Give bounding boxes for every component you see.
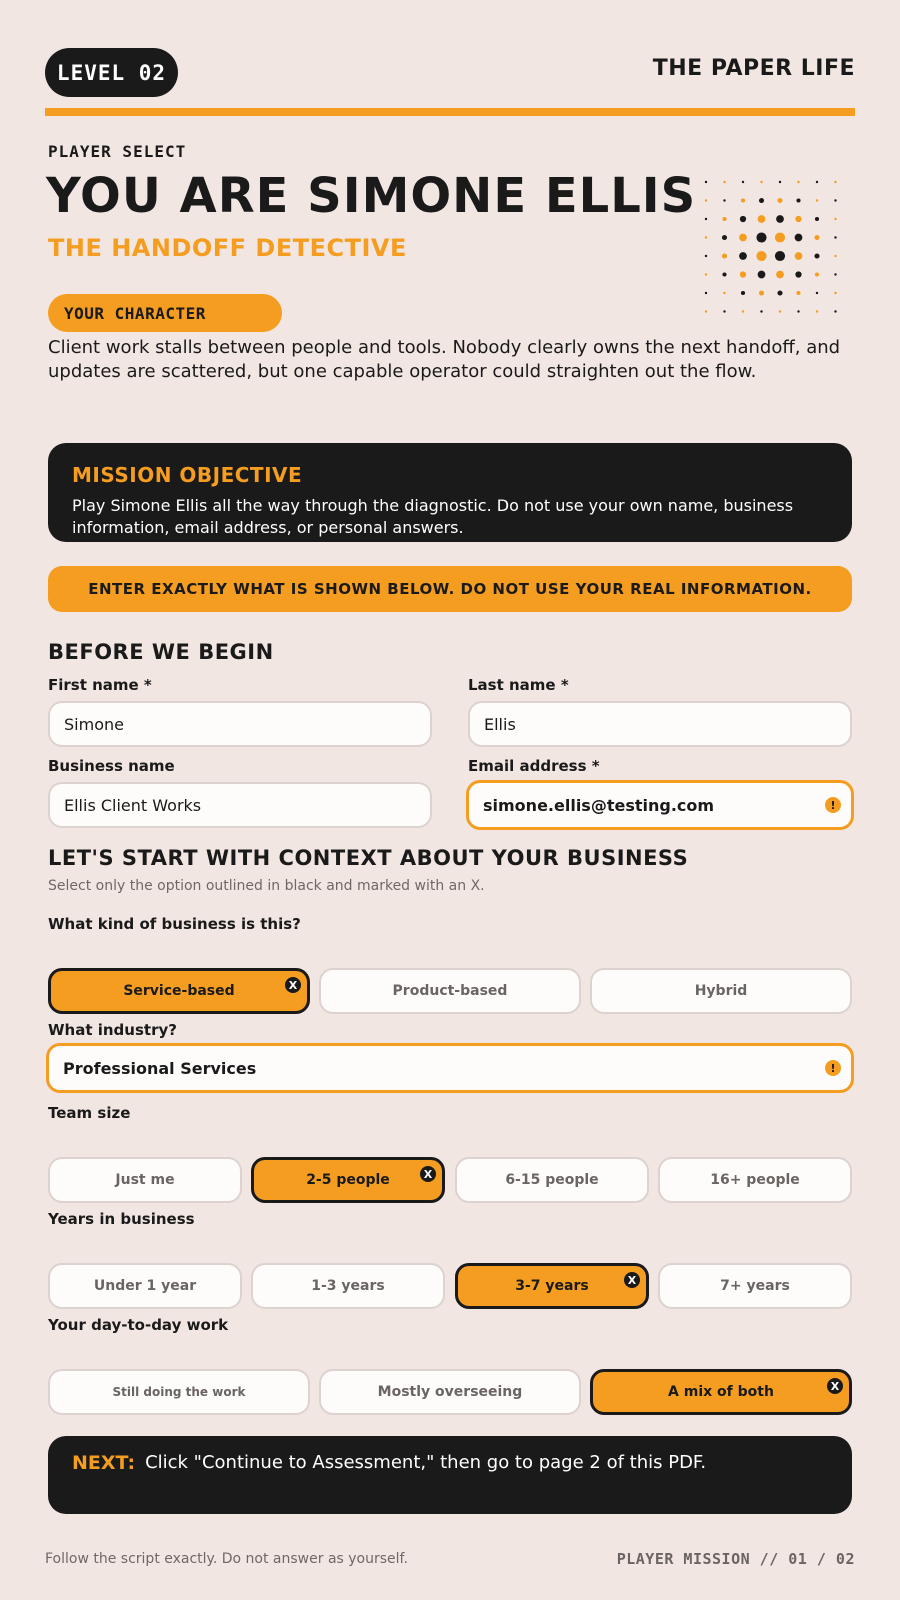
next-step-panel — [48, 1436, 852, 1514]
option-label: A mix of both — [668, 1384, 774, 1400]
halftone-dot — [795, 271, 801, 277]
halftone-dot — [814, 253, 819, 258]
industry-label: What industry? — [48, 1021, 177, 1039]
selected-x-icon: X — [285, 977, 301, 993]
player-select-kicker: PLAYER SELECT — [48, 142, 187, 161]
halftone-dot — [775, 232, 785, 242]
option-label: Product-based — [392, 983, 508, 999]
footer-note: Follow the script exactly. Do not answer as yourself. — [45, 1551, 408, 1567]
halftone-dot — [834, 199, 836, 201]
halftone-dot — [705, 236, 707, 238]
halftone-dot — [775, 251, 785, 261]
option-label: 16+ people — [710, 1172, 800, 1188]
halftone-dot — [705, 273, 707, 275]
halftone-dot — [723, 292, 725, 294]
option-label: 3-7 years — [515, 1278, 589, 1294]
option-label: Mostly overseeing — [377, 1384, 523, 1400]
halftone-dot — [705, 255, 707, 257]
halftone-dot — [795, 252, 803, 260]
halftone-dot — [797, 310, 799, 312]
halftone-dot — [796, 291, 800, 295]
halftone-dot — [776, 215, 784, 223]
halftone-dot — [814, 235, 819, 240]
email-field[interactable] — [466, 780, 854, 830]
halftone-dot — [756, 251, 766, 261]
option-label: Hybrid — [694, 983, 748, 999]
halftone-dot — [779, 310, 781, 312]
mission-objective-panel — [48, 443, 852, 542]
halftone-dot — [756, 232, 766, 242]
halftone-dot — [723, 310, 725, 312]
halftone-dot — [777, 290, 782, 295]
halftone-dot — [722, 235, 727, 240]
option-service-based[interactable] — [48, 968, 310, 1014]
halftone-dot — [795, 216, 801, 222]
option-7-plus-years[interactable] — [658, 1263, 852, 1309]
halftone-dot — [816, 310, 818, 312]
halftone-dot — [758, 215, 766, 223]
halftone-dot — [816, 292, 818, 294]
option-2-5-people[interactable] — [251, 1157, 445, 1203]
halftone-dot — [722, 253, 727, 258]
option-label: Under 1 year — [93, 1278, 197, 1294]
option-label: Service-based — [123, 983, 235, 999]
halftone-dot — [705, 181, 707, 183]
halftone-dot — [795, 234, 803, 242]
option-6-15-people[interactable] — [455, 1157, 649, 1203]
option-mostly-overseeing[interactable] — [319, 1369, 581, 1415]
business-kind-label: What kind of business is this? — [48, 915, 301, 933]
halftone-dot — [742, 181, 744, 183]
industry-field[interactable] — [46, 1043, 854, 1093]
option-still-doing-the-work[interactable] — [48, 1369, 310, 1415]
halftone-dot — [815, 217, 819, 221]
halftone-dot — [779, 181, 781, 183]
halftone-dot — [741, 291, 745, 295]
halftone-dot — [797, 181, 799, 183]
halftone-dot — [723, 181, 725, 183]
mission-text: Play Simone Ellis all the way through the diagnostic. Do not use your own name, business information, email address, or personal answers. — [72, 496, 794, 537]
halftone-dot — [705, 310, 707, 312]
halftone-dot — [741, 198, 745, 202]
halftone-dot — [777, 198, 782, 203]
halftone-dot — [705, 218, 707, 220]
halftone-dot — [834, 236, 836, 238]
section-title-context: LET'S START WITH CONTEXT ABOUT YOUR BUSINESS — [48, 846, 689, 870]
header-divider — [45, 108, 855, 116]
option-label: 2-5 people — [306, 1172, 390, 1188]
selected-x-icon: X — [827, 1378, 843, 1394]
halftone-dot — [796, 198, 800, 202]
years-label: Years in business — [48, 1210, 195, 1228]
option-3-7-years[interactable] — [455, 1263, 649, 1309]
halftone-dot — [740, 216, 746, 222]
footer-page-marker: PLAYER MISSION // 01 / 02 — [616, 1550, 855, 1568]
halftone-dot — [834, 255, 836, 257]
page-title: YOU ARE SIMONE ELLIS — [46, 168, 697, 224]
option-label: 7+ years — [720, 1278, 790, 1294]
halftone-dot — [759, 290, 764, 295]
halftone-dot — [705, 292, 707, 294]
halftone-dot — [760, 310, 762, 312]
halftone-dot — [834, 218, 836, 220]
attention-icon: ! — [825, 1060, 841, 1076]
option-hybrid[interactable] — [590, 968, 852, 1014]
day-to-day-label: Your day-to-day work — [48, 1316, 229, 1334]
halftone-dot — [815, 272, 819, 276]
option-label: 6-15 people — [505, 1172, 599, 1188]
halftone-dots-graphic — [700, 176, 850, 326]
industry-value: Professional Services — [63, 1058, 257, 1078]
selected-x-icon: X — [624, 1272, 640, 1288]
brand-title: THE PAPER LIFE — [652, 56, 855, 81]
halftone-dot — [742, 310, 744, 312]
last-name-field[interactable]: Ellis — [468, 701, 852, 747]
halftone-dot — [739, 252, 747, 260]
section-title-before: BEFORE WE BEGIN — [48, 640, 274, 664]
option-under-1-year[interactable] — [48, 1263, 242, 1309]
attention-icon: ! — [825, 797, 841, 813]
option-just-me[interactable] — [48, 1157, 242, 1203]
halftone-dot — [723, 199, 725, 201]
last-name-label: Last name * — [468, 676, 569, 694]
halftone-dot — [834, 181, 836, 183]
page-subtitle: THE HANDOFF DETECTIVE — [48, 234, 407, 262]
first-name-field[interactable]: Simone — [48, 701, 432, 747]
first-name-label: First name * — [48, 676, 152, 694]
option-label: Still doing the work — [112, 1385, 246, 1399]
email-value: simone.ellis@testing.com — [483, 795, 715, 815]
option-1-3-years[interactable] — [251, 1263, 445, 1309]
level-badge: LEVEL 02 — [45, 48, 178, 97]
mission-heading: MISSION OBJECTIVE — [72, 463, 303, 487]
team-size-label: Team size — [48, 1104, 131, 1122]
halftone-dot — [816, 199, 818, 201]
halftone-dot — [740, 271, 746, 277]
selection-hint: Select only the option outlined in black and marked with an X. — [48, 878, 485, 894]
next-instruction: Click "Continue to Assessment," then go to page 2 of this PDF. — [145, 1452, 707, 1473]
option-a-mix-of-both[interactable] — [590, 1369, 852, 1415]
option-label: Just me — [115, 1172, 175, 1188]
email-label: Email address * — [468, 757, 600, 775]
halftone-dot — [776, 271, 784, 279]
character-label-pill: YOUR CHARACTER — [48, 294, 282, 332]
business-name-label: Business name — [48, 757, 175, 775]
halftone-dot — [722, 272, 726, 276]
halftone-dot — [758, 271, 766, 279]
halftone-dot — [739, 234, 747, 242]
halftone-dot — [705, 199, 707, 201]
selected-x-icon: X — [420, 1166, 436, 1182]
option-product-based[interactable] — [319, 968, 581, 1014]
halftone-dot — [722, 217, 726, 221]
business-name-field[interactable]: Ellis Client Works — [48, 782, 432, 828]
next-keyword: NEXT: — [72, 1452, 136, 1474]
halftone-dot — [759, 198, 764, 203]
halftone-dot — [760, 181, 762, 183]
halftone-dot — [834, 292, 836, 294]
character-description: Client work stalls between people and tools. Nobody clearly owns the next handoff, and updates are scattered, but one capable operator could straighten out the flow. — [48, 337, 841, 382]
halftone-dot — [816, 181, 818, 183]
option-label: 1-3 years — [311, 1278, 385, 1294]
halftone-dot — [834, 273, 836, 275]
warning-banner: ENTER EXACTLY WHAT IS SHOWN BELOW. DO NOT USE YOUR REAL INFORMATION. — [48, 566, 852, 612]
option-16-plus-people[interactable] — [658, 1157, 852, 1203]
halftone-dot — [834, 310, 836, 312]
